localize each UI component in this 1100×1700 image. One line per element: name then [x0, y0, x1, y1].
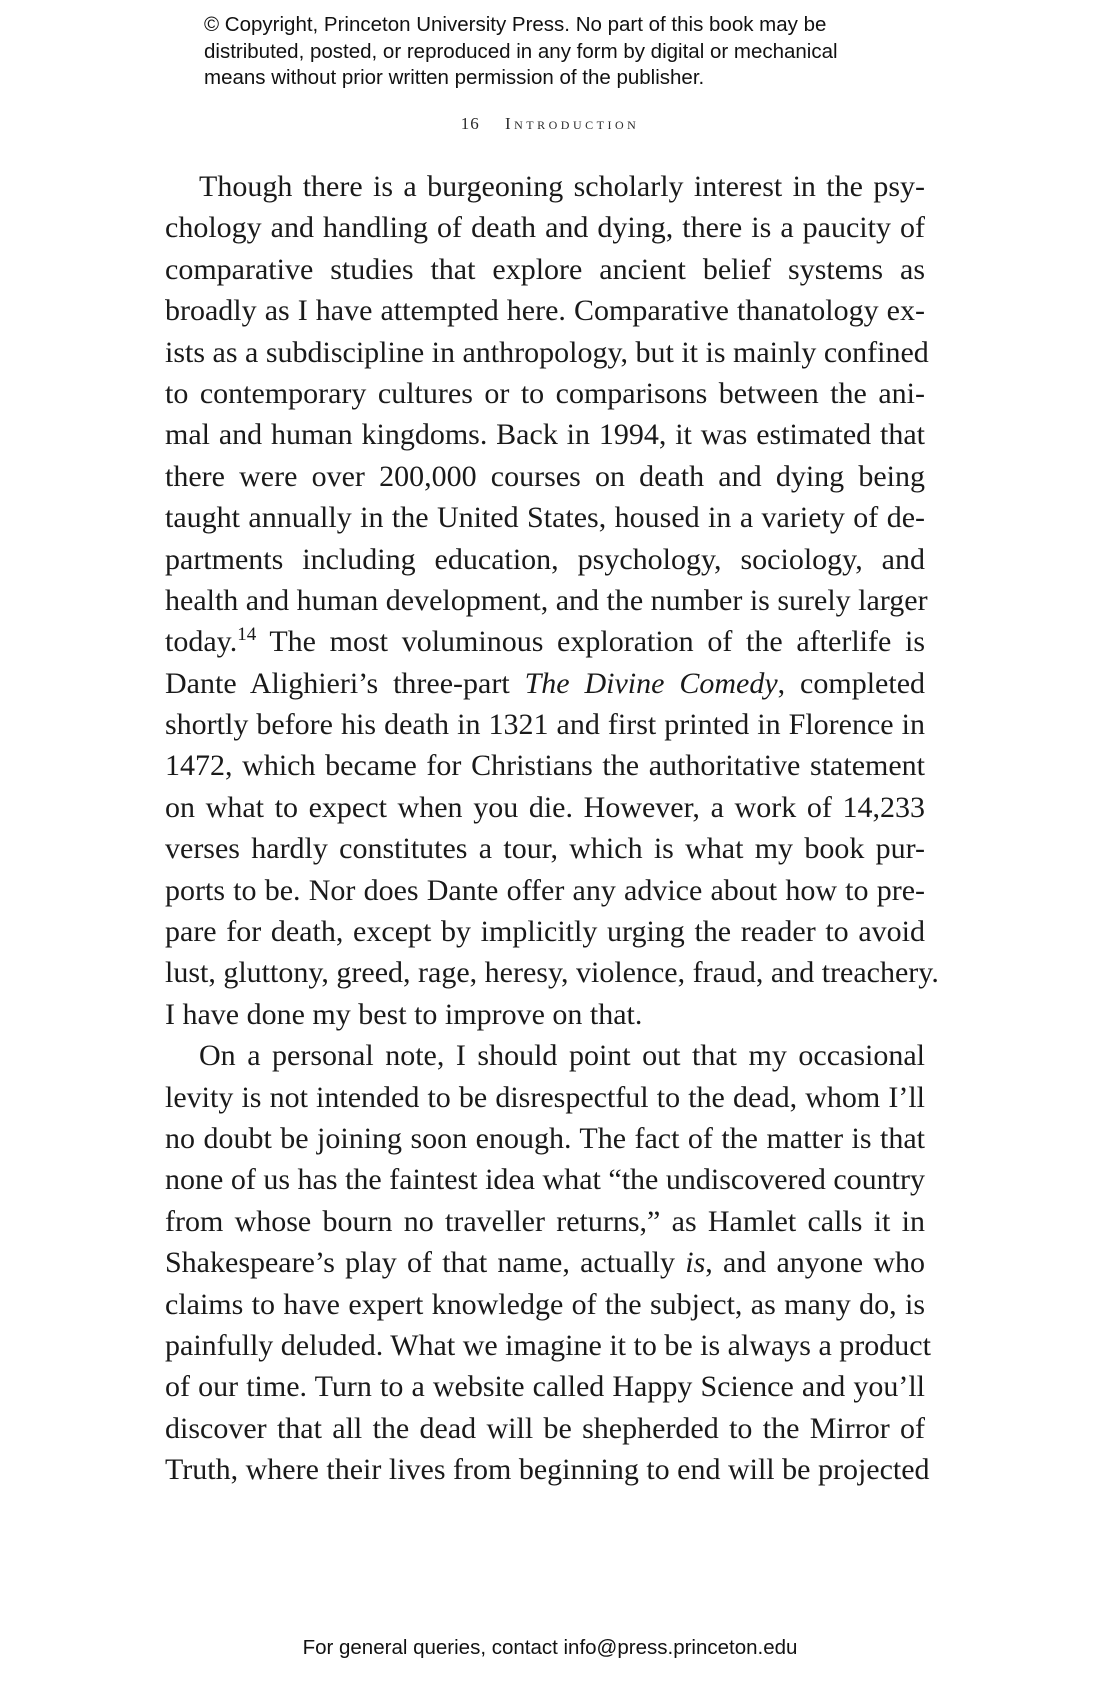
footer-contact: For general queries, contact info@press.princeton.edu [302, 1636, 798, 1659]
text-run: , and anyone who [705, 1246, 925, 1280]
section-title: Introduction [504, 114, 640, 133]
text-line [165, 1242, 925, 1283]
text-line: Truth, where their lives from beginning to end will be projected [165, 1453, 930, 1487]
text-line: claims to have expert knowledge of the subject, as many do, is [165, 1287, 925, 1321]
text-line: there were over 200,000 courses on death and dying being [165, 459, 925, 493]
text-line: I have done my best to improve on that. [165, 997, 643, 1031]
copyright-notice [204, 12, 924, 92]
text-line: none of us has the faintest idea what “the undiscovered country [165, 1163, 925, 1197]
paragraph [165, 166, 939, 1035]
text-line: of our time. Turn to a website called Happy Science and you’ll [165, 1370, 925, 1404]
text-run: Dante Alighieri’s three-part [165, 666, 525, 700]
text-line: comparative studies that explore ancient belief systems as [165, 252, 925, 286]
text-line: ports to be. Nor does Dante offer any advice about how to pre- [165, 873, 925, 907]
book-title: The Divine Comedy [524, 666, 778, 700]
text-line: to contemporary cultures or to comparisons between the ani- [165, 376, 925, 410]
running-head [0, 114, 1100, 134]
emphasis: is [685, 1246, 706, 1280]
text-run: Shakespeare’s play of that name, actually [165, 1246, 686, 1280]
text-line: On a personal note, I should point out that my occasional [199, 1039, 925, 1073]
body-text [165, 166, 939, 1491]
text-run: The most voluminous exploration of the afterlife is [256, 625, 925, 659]
copyright-line: © Copyright, Princeton University Press. No part of this book may be [204, 13, 827, 36]
text-line: 1472, which became for Christians the authoritative statement [165, 749, 925, 783]
text-line: on what to expect when you die. However, a work of 14,233 [165, 790, 925, 824]
text-line: lust, gluttony, greed, rage, heresy, violence, fraud, and treachery. [165, 956, 939, 990]
text-line: no doubt be joining soon enough. The fact of the matter is that [165, 1121, 925, 1155]
copyright-line: distributed, posted, or reproduced in any form by digital or mechanical [204, 39, 838, 63]
text-line [165, 663, 925, 704]
text-run: , completed [777, 666, 926, 700]
text-line: from whose bourn no traveller returns,” as Hamlet calls it in [165, 1204, 925, 1238]
paragraph [165, 1035, 931, 1490]
text-line: mal and human kingdoms. Back in 1994, it was estimated that [165, 418, 925, 452]
text-line: ists as a subdiscipline in anthropology, but it is mainly confined [165, 335, 929, 369]
text-line: broadly as I have attempted here. Comparative thanatology ex- [165, 294, 925, 328]
text-run: today. [165, 625, 238, 659]
text-line: discover that all the dead will be shepherded to the Mirror of [165, 1411, 925, 1445]
text-line: chology and handling of death and dying, there is a paucity of [165, 211, 925, 245]
footnote-marker: 14 [237, 624, 257, 646]
text-line: shortly before his death in 1321 and first printed in Florence in [165, 708, 925, 742]
text-line: taught annually in the United States, housed in a variety of de- [165, 501, 925, 535]
text-line: levity is not intended to be disrespectful to the dead, whom I’ll [165, 1080, 925, 1114]
text-line [165, 621, 925, 662]
text-line: pare for death, except by implicitly urging the reader to avoid [165, 915, 925, 949]
text-line: verses hardly constitutes a tour, which is what my book pur- [165, 832, 925, 866]
text-line: Though there is a burgeoning scholarly interest in the psy- [199, 170, 925, 203]
text-line: health and human development, and the number is surely larger [165, 583, 928, 617]
page-number: 16 [460, 114, 480, 133]
text-line: painfully deluded. What we imagine it to be is always a product [165, 1328, 931, 1362]
copyright-line: means without prior written permission of the publisher. [204, 66, 705, 89]
text-line: partments including education, psychology, sociology, and [165, 542, 925, 576]
